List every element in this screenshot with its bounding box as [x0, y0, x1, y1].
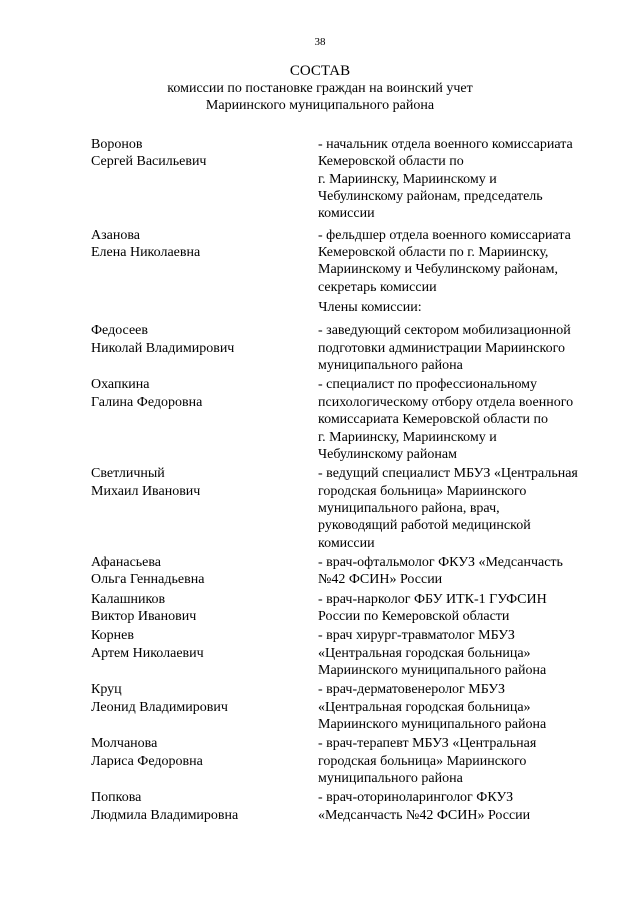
- member-role-line: - врач-терапевт МБУЗ «Центральная: [318, 736, 537, 752]
- member-role-line: - врач-дерматовенеролог МБУЗ: [318, 682, 506, 698]
- document-subtitle-district: Мариинского муниципального района: [205, 98, 435, 113]
- member-role: [318, 465, 603, 552]
- member-role: [318, 627, 603, 679]
- member-name-line: Федосеев: [91, 323, 148, 339]
- member-name-line: Корнев: [91, 628, 134, 644]
- member-entry: [91, 591, 611, 626]
- member-name-line: Круц: [91, 682, 122, 698]
- member-name-line: Галина Федоровна: [91, 394, 203, 410]
- member-name-line: Виктор Иванович: [91, 608, 197, 624]
- member-role-line: №42 ФСИН» России: [318, 572, 443, 588]
- member-role: [318, 681, 603, 733]
- member-name-line: Артем Николаевич: [91, 645, 204, 661]
- member-role-line: комиссариата Кемеровской области по: [318, 412, 549, 428]
- member-name: [91, 681, 318, 733]
- member-entry: [91, 681, 611, 733]
- member-role-line: - врач хирург-травматолог МБУЗ: [318, 628, 515, 644]
- member-role: [318, 376, 603, 463]
- member-name: [91, 465, 318, 552]
- member-role-line: - ведущий специалист МБУЗ «Центральная: [318, 466, 578, 482]
- member-name-line: Попкова: [91, 790, 142, 806]
- member-role-line: подготовки администрации Мариинского: [318, 340, 565, 356]
- member-role: [318, 554, 603, 589]
- member-role-line: Кемеровской области по: [318, 154, 464, 170]
- member-role-line: Мариинскому и Чебулинскому районам,: [318, 262, 558, 278]
- member-name: [91, 227, 318, 296]
- page-number: 38: [314, 36, 326, 48]
- member-role: [318, 591, 603, 626]
- member-role-line: - специалист по профессиональному: [318, 377, 538, 393]
- member-entry: [91, 789, 611, 824]
- member-role-line: психологическому отбору отдела военного: [318, 394, 574, 410]
- member-name: [91, 376, 318, 463]
- member-entry: [91, 376, 611, 463]
- member-name: [91, 591, 318, 626]
- member-name: [91, 322, 318, 374]
- member-role-line: городская больница» Мариинского: [318, 753, 527, 769]
- commission-list: [91, 136, 611, 824]
- member-entry: [91, 465, 611, 552]
- member-role: [318, 136, 603, 223]
- member-entry: [91, 735, 611, 787]
- members-list: [91, 322, 611, 824]
- member-name-line: Лариса Федоровна: [91, 753, 203, 769]
- member-name-line: Калашников: [91, 591, 166, 607]
- member-entry: [91, 136, 611, 223]
- member-name: [91, 136, 318, 223]
- member-name-line: Сергей Васильевич: [91, 154, 207, 170]
- member-role-line: муниципального района: [318, 358, 463, 374]
- member-entry: [91, 554, 611, 589]
- member-name: [91, 627, 318, 679]
- member-name-line: Елена Николаевна: [91, 245, 201, 261]
- member-name: [91, 789, 318, 824]
- member-role: [318, 789, 603, 824]
- member-role-line: «Центральная городская больница»: [318, 699, 531, 715]
- member-name-line: Воронов: [91, 137, 143, 152]
- member-name-line: Светличный: [91, 466, 165, 482]
- member-role-line: руководящий работой медицинской: [318, 518, 531, 534]
- member-role-line: секретарь комиссии: [318, 279, 437, 295]
- document-heading: [0, 62, 640, 114]
- member-role-line: муниципального района, врач,: [318, 500, 500, 516]
- member-role-line: России по Кемеровской области: [318, 608, 510, 624]
- member-role-line: «Центральная городская больница»: [318, 645, 531, 661]
- document-title: СОСТАВ: [289, 63, 351, 79]
- member-role-line: Мариинского муниципального района: [318, 662, 547, 678]
- member-name: [91, 735, 318, 787]
- member-role-line: комиссии: [318, 206, 375, 222]
- member-role-line: Чебулинскому районам: [318, 446, 457, 462]
- member-name-line: Молчанова: [91, 736, 158, 752]
- member-role-line: «Медсанчасть №42 ФСИН» России: [318, 807, 531, 823]
- member-role-line: - заведующий сектором мобилизационной: [318, 323, 571, 339]
- member-role-line: комиссии: [318, 535, 375, 551]
- member-role-line: - врач-нарколог ФБУ ИТК-1 ГУФСИН: [318, 591, 547, 607]
- member-role-line: Чебулинскому районам, председатель: [318, 189, 543, 205]
- member-role-line: - фельдшер отдела военного комиссариата: [318, 227, 571, 243]
- member-role-line: Мариинского муниципального района: [318, 717, 547, 732]
- member-role-line: г. Мариинску, Мариинскому и: [318, 171, 497, 187]
- member-name-line: Охапкина: [91, 377, 150, 393]
- members-section-title: Члены комиссии:: [318, 300, 422, 316]
- member-role: [318, 735, 603, 787]
- member-role-line: - врач-оториноларинголог ФКУЗ: [318, 790, 514, 806]
- member-role-line: муниципального района: [318, 771, 463, 787]
- member-name-line: Леонид Владимирович: [91, 699, 228, 715]
- member-role: [318, 227, 603, 296]
- member-role-line: - начальник отдела военного комиссариата: [318, 137, 573, 152]
- member-name-line: Ольга Геннадьевна: [91, 572, 205, 588]
- member-entry: [91, 227, 611, 296]
- member-entry: [91, 322, 611, 374]
- leaders-list: [91, 136, 611, 296]
- member-name-line: Азанова: [91, 227, 140, 243]
- member-name-line: Афанасьева: [91, 554, 162, 570]
- member-role-line: Кемеровской области по г. Мариинску,: [318, 245, 549, 261]
- member-name-line: Николай Владимирович: [91, 340, 235, 356]
- member-entry: [91, 627, 611, 679]
- member-role-line: - врач-офтальмолог ФКУЗ «Медсанчасть: [318, 554, 563, 570]
- member-name-line: Людмила Владимировна: [91, 807, 239, 823]
- member-name-line: Михаил Иванович: [91, 483, 201, 499]
- member-role-line: городская больница» Мариинского: [318, 483, 527, 499]
- member-name: [91, 554, 318, 589]
- member-role-line: г. Мариинску, Мариинскому и: [318, 429, 497, 445]
- document-subtitle: комиссии по постановке граждан на воинский учет: [167, 81, 473, 96]
- member-role: [318, 322, 603, 374]
